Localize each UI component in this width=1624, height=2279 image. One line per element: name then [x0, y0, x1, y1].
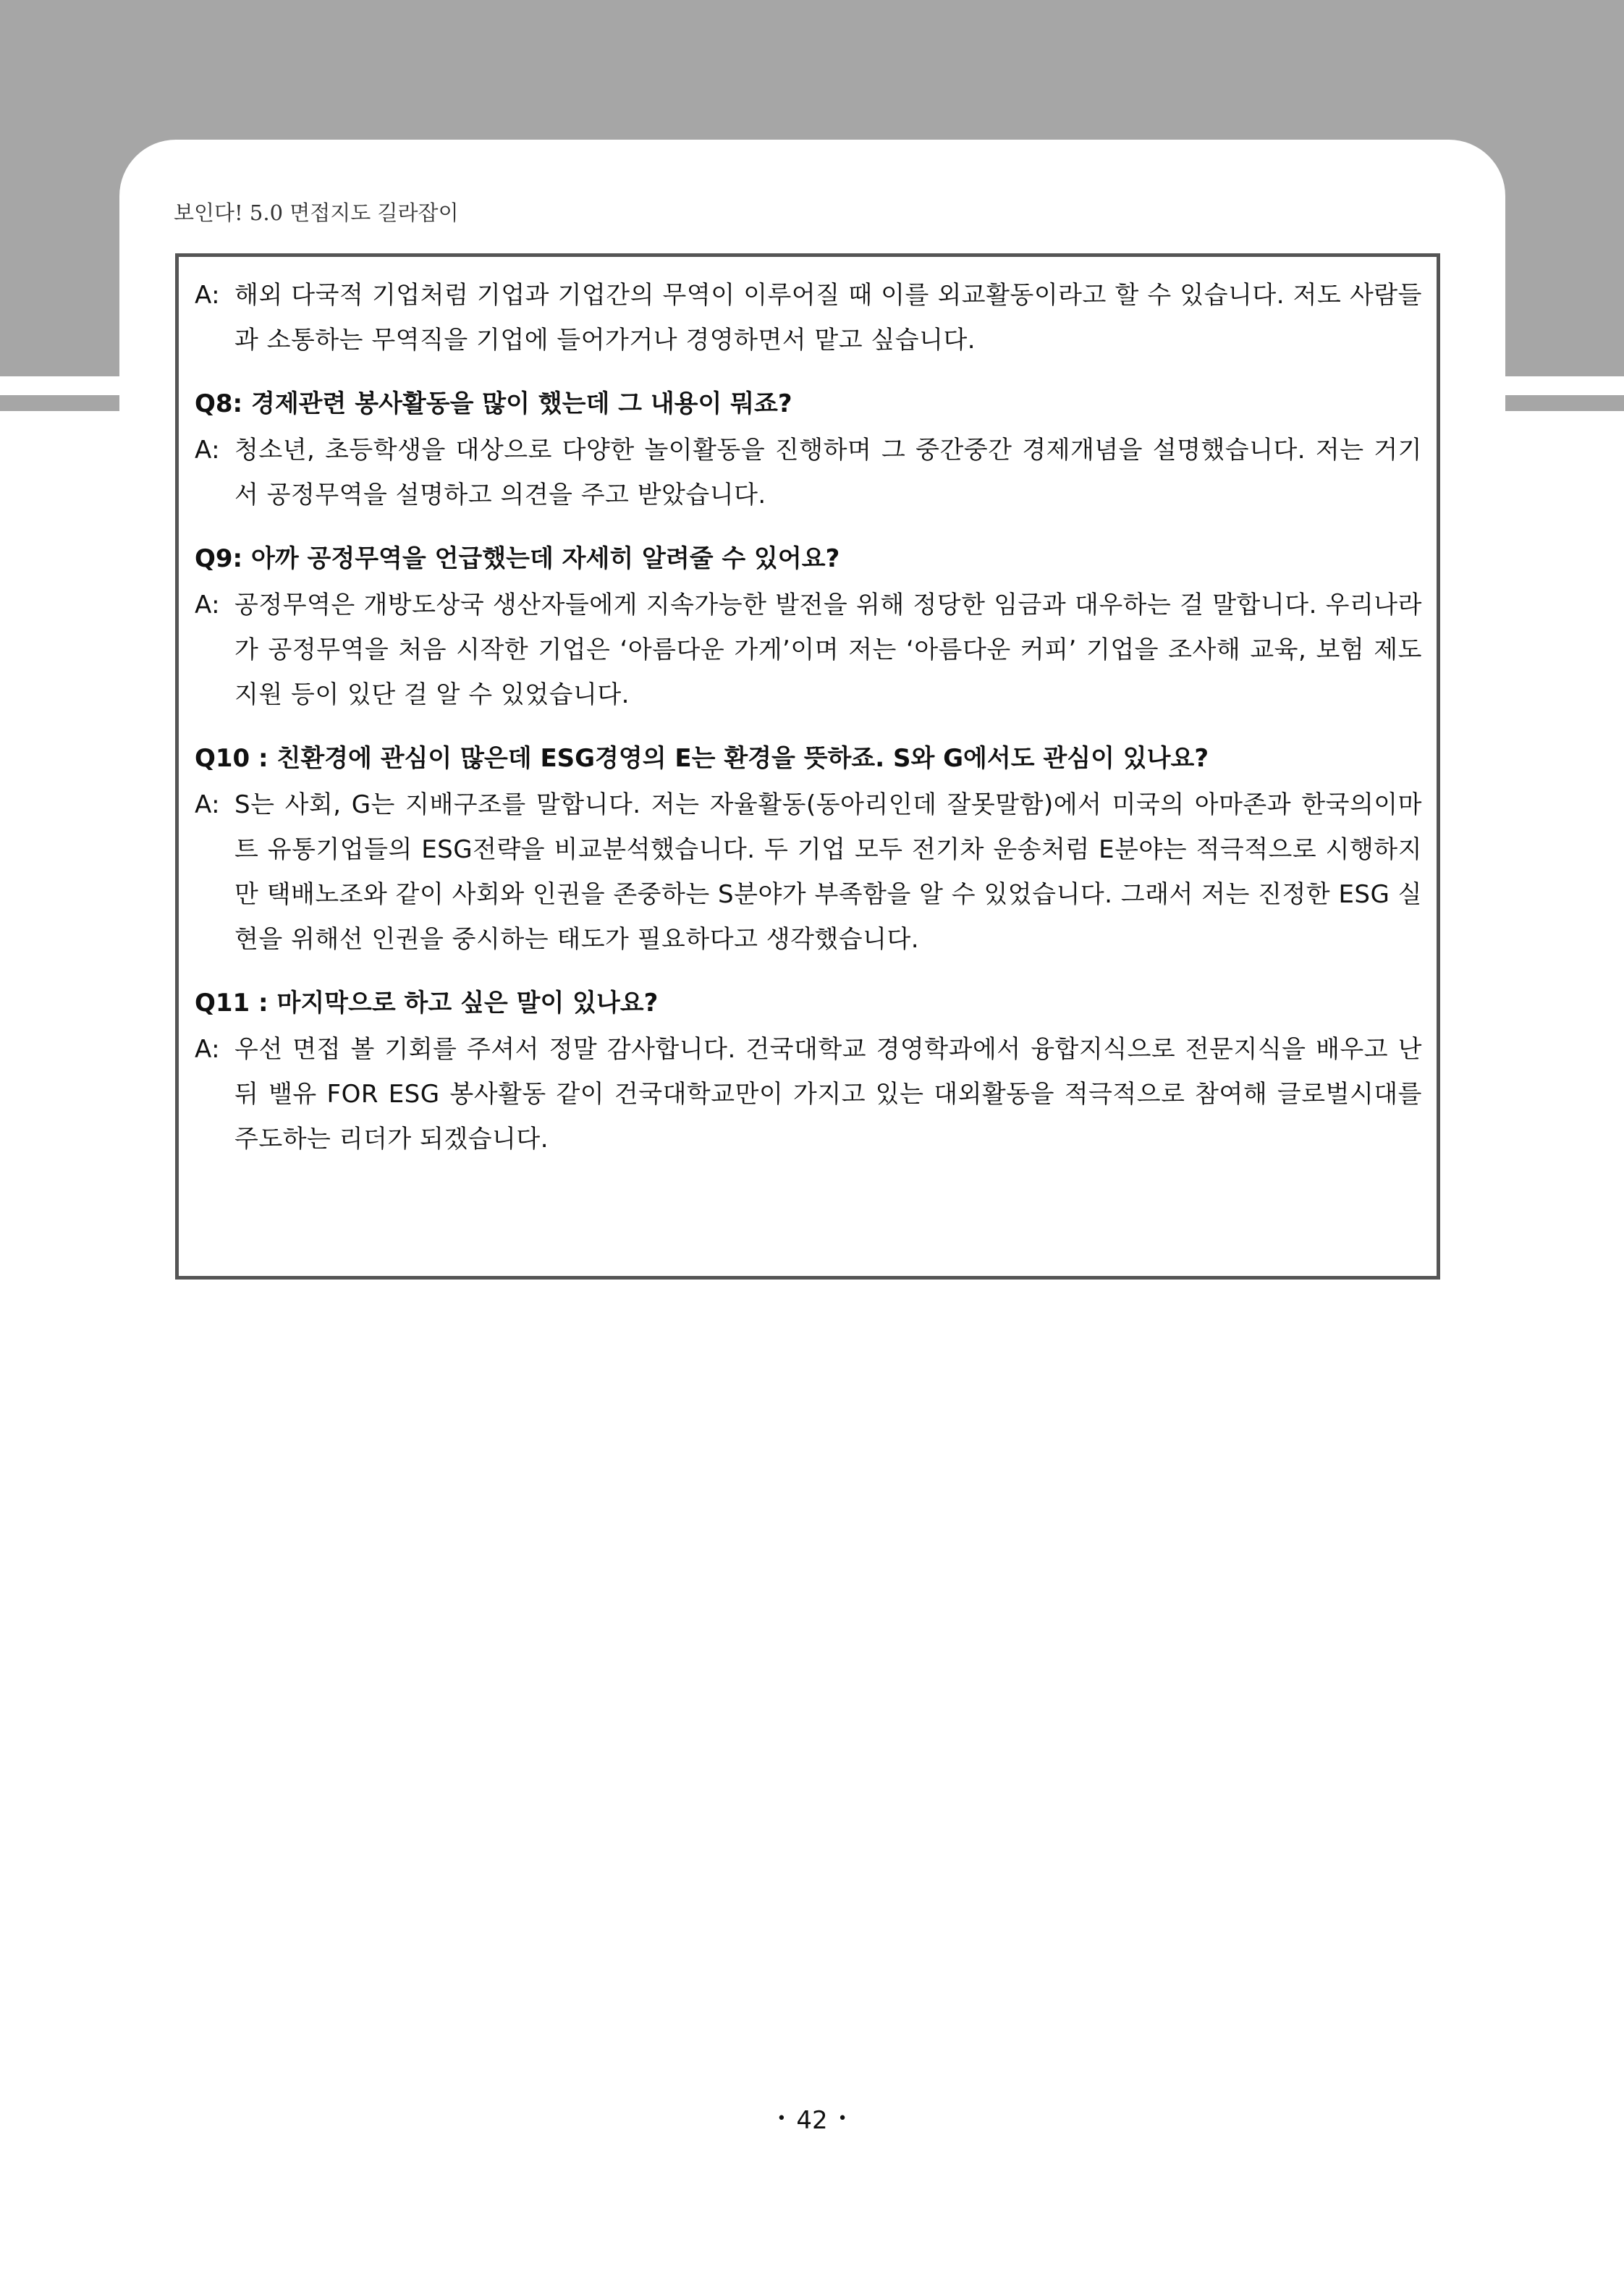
page-number-value: 42 [796, 2106, 828, 2135]
answer-text: 우선 면접 볼 기회를 주셔서 정말 감사합니다. 건국대학교 경영학과에서 융합지식으로 전문지식을 배우고 난 뒤 밸유 FOR ESG 봉사활동 같이 건국대학교만이 가지고 있는 대외활동을 적극적으로 참여해 글로벌시대를 주도하는 리더가 되겠습니다. [234, 1035, 1422, 1154]
answer-text: 해외 다국적 기업처럼 기업과 기업간의 무역이 이루어질 때 이를 외교활동이라고 할 수 있습니다. 저도 사람들과 소통하는 무역직을 기업에 들어가거나 경영하면서 맡고 싶습니다. [234, 281, 1422, 355]
page-number-dot-left: • [777, 2110, 787, 2128]
question-q11: Q11 : 마지막으로 하고 싶은 말이 있나요? [195, 989, 659, 1018]
answer-block [195, 583, 1422, 717]
answer-block [195, 273, 1422, 363]
answer-text: 청소년, 초등학생을 대상으로 다양한 놀이활동을 진행하며 그 중간중간 경제개념을 설명했습니다. 저는 거기서 공정무역을 설명하고 의견을 주고 받았습니다. [234, 436, 1422, 510]
right-margin-stripe [1505, 395, 1624, 411]
answer-marker: A: [195, 591, 221, 620]
answer-block [195, 428, 1422, 517]
answer-text: 공정무역은 개방도상국 생산자들에게 지속가능한 발전을 위해 정당한 임금과 대우하는 걸 말합니다. 우리나라가 공정무역을 처음 시작한 기업은 ‘아름다운 가게’이며 저는 ‘아름다운 커피’ 기업을 조사해 교육, 보험 제도지원 등이 있단 걸 알 수 있었습니다. [234, 591, 1422, 709]
qa-box [175, 253, 1440, 1280]
answer-marker: A: [195, 281, 221, 310]
answer-block [195, 1027, 1422, 1162]
running-header: 보인다! 5.0 면접지도 길라잡이 [174, 200, 459, 225]
page-number [0, 2106, 1624, 2135]
answer-block [195, 782, 1422, 962]
page-number-dot-right: • [837, 2110, 847, 2128]
question-q9: Q9: 아까 공정무역을 언급했는데 자세히 알려줄 수 있어요? [195, 544, 840, 573]
question-q8: Q8: 경제관련 봉사활동을 많이 했는데 그 내용이 뭐죠? [195, 389, 792, 418]
answer-marker: A: [195, 1035, 221, 1064]
answer-marker: A: [195, 790, 221, 819]
answer-text: S는 사회, G는 지배구조를 말합니다. 저는 자율활동(동아리인데 잘못말함)에서 미국의 아마존과 한국의이마트 유통기업들의 ESG전략을 비교분석했습니다. 두 기업 모두 전기차 운송처럼 E분야는 적극적으로 시행하지만 택배노조와 같이 사회와 인권을 존중하는 S분야가 부족함을 알 수 있었습니다. 그래서 저는 진정한 ESG 실현을 위해선 인권을 중시하는 태도가 필요하다고 생각했습니다. [234, 790, 1423, 954]
question-q10: Q10 : 친환경에 관심이 많은데 ESG경영의 E는 환경을 뜻하죠. S와 G에서도 관심이 있나요? [195, 744, 1209, 773]
answer-marker: A: [195, 436, 221, 465]
left-margin-stripe [0, 395, 119, 411]
